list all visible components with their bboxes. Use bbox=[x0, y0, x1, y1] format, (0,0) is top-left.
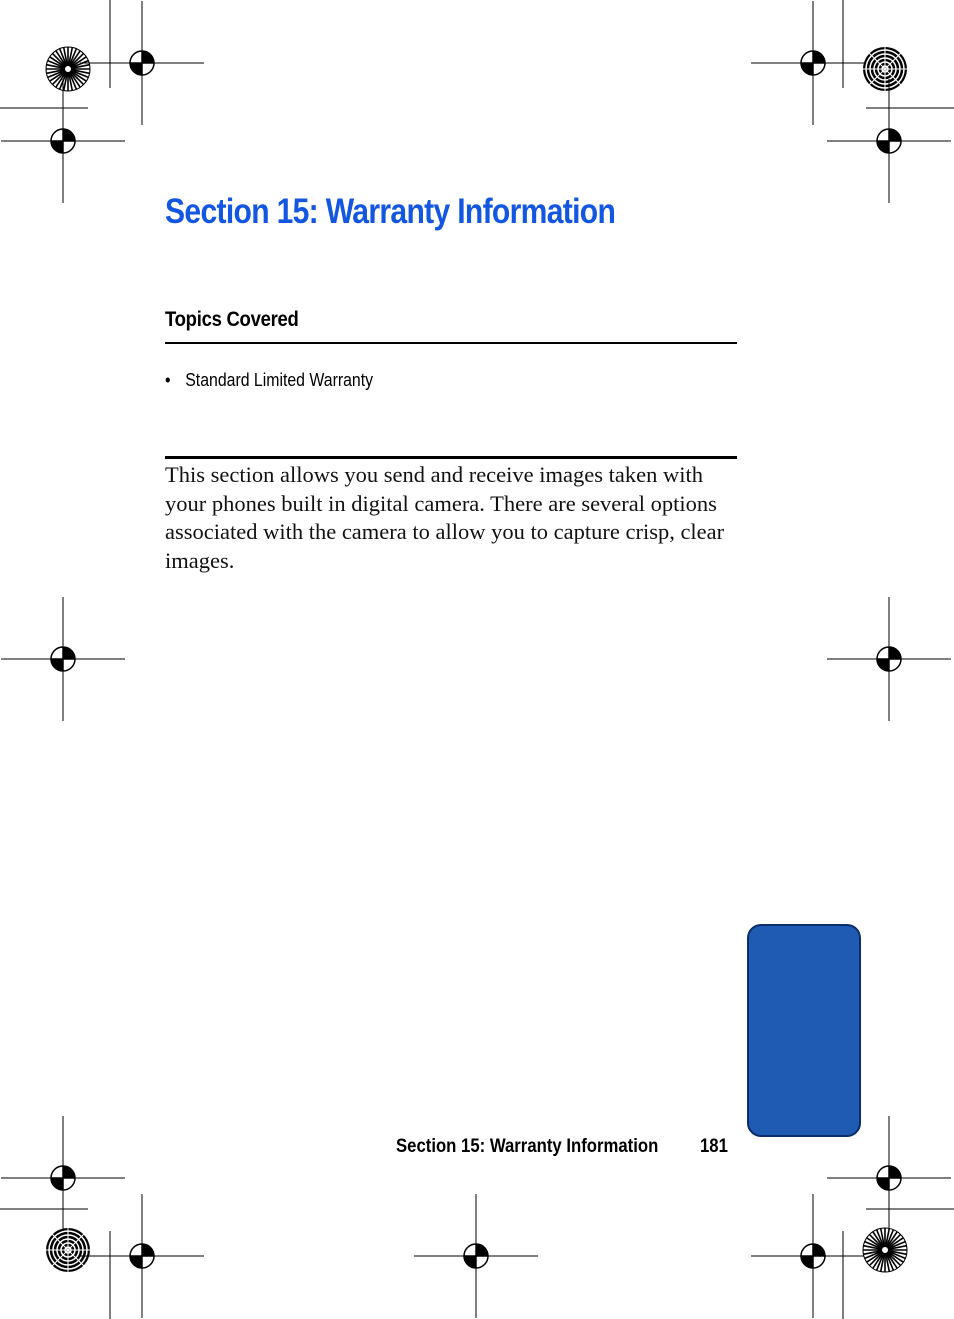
footer-section-title: Section 15: Warranty Information bbox=[396, 1136, 659, 1157]
topics-covered-box bbox=[165, 308, 737, 459]
page-number: 181 bbox=[700, 1136, 728, 1157]
body-paragraph: This section allows you send and receive images taken with your phones built in digital camera. There are several options associated with the camera to allow you to capture crisp, clear images. bbox=[165, 462, 725, 573]
topics-bottom-rule bbox=[165, 456, 737, 459]
side-tab-label: Section 15 bbox=[55, 987, 72, 1069]
list-item bbox=[165, 370, 668, 391]
topic-label: Standard Limited Warranty bbox=[185, 370, 374, 390]
topics-list bbox=[165, 370, 737, 456]
bullet-icon: • bbox=[165, 370, 171, 390]
section-side-tab bbox=[747, 924, 861, 1137]
topics-heading: Topics Covered bbox=[165, 308, 299, 331]
topics-top-rule bbox=[165, 342, 737, 344]
page-title: Section 15: Warranty Information bbox=[165, 192, 616, 231]
